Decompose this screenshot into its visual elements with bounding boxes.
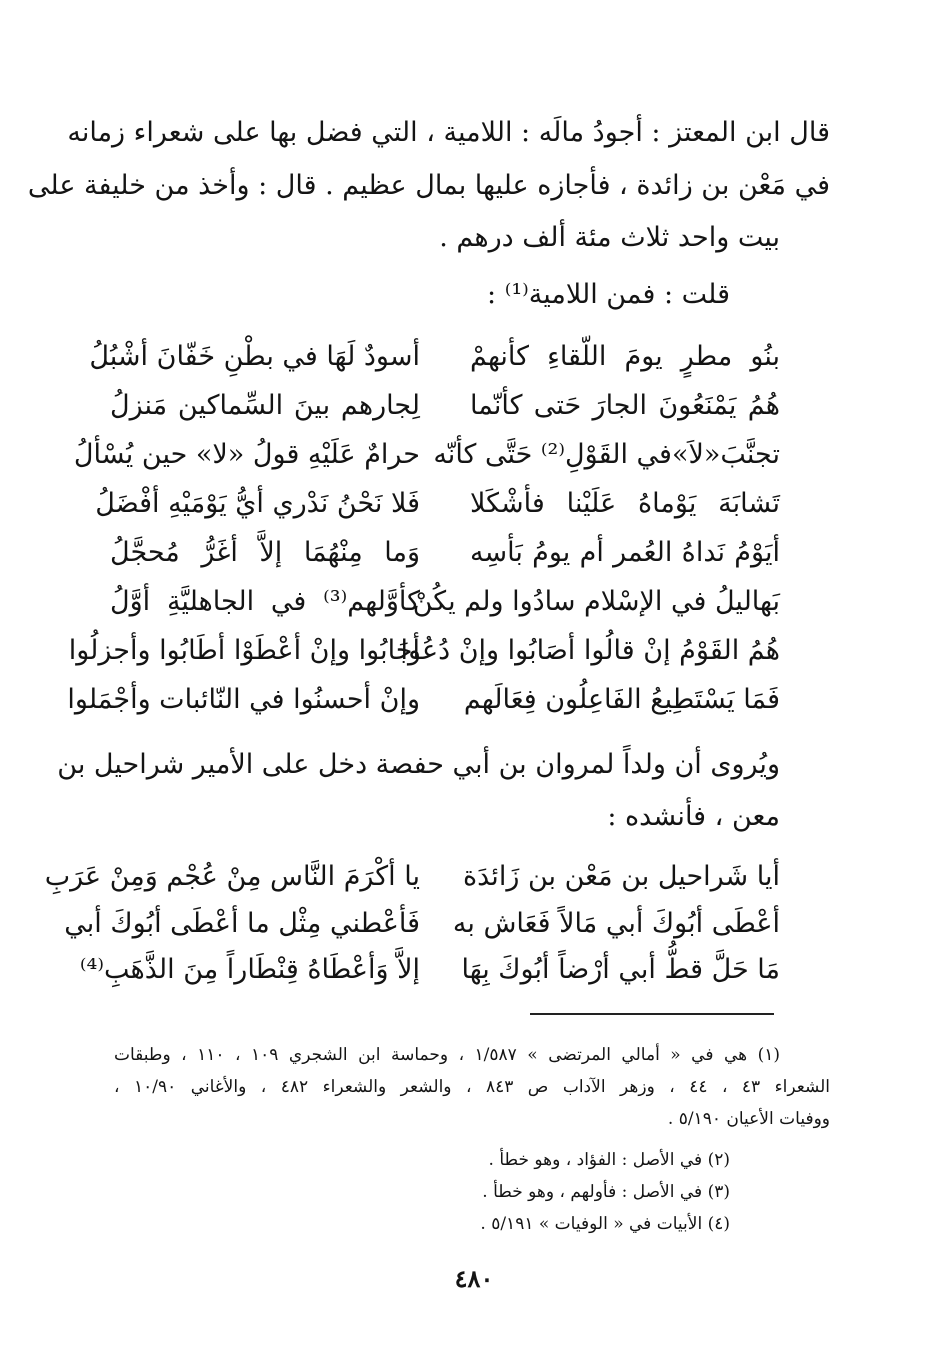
footnote-line: (٣) في الأصل : فأولهم ، وهو خطأ .	[482, 1182, 730, 1202]
verse-hemistich-first: تَشابَهَ يَوْماهُ عَلَيْنا فأشْكَلا	[470, 488, 780, 519]
verse-hemistich-second: فَلا نَحْنُ نَدْري أيُّ يَوْمَيْهِ أفْضَلُ	[95, 488, 420, 519]
verse-hemistich-first: أعْطَى أبُوكَ أبي مَالاً فَعَاش به	[452, 908, 780, 939]
verse-hemistich-first: بَهاليلُ في الإسْلام سادُوا ولم يكُنْ	[412, 586, 780, 617]
verse-hemistich-second: فَأعْطني مِثْل ما أعْطَى أبُوكَ أبي	[64, 908, 420, 939]
prose-line: معن ، فأنشده :	[607, 801, 780, 832]
verse-hemistich-second: يا أكْرَمَ النَّاس مِنْ عُجْم وَمِنْ عَرَبِ	[44, 861, 420, 892]
verse-hemistich-first: أيَوْمُ نَداهُ العُمر أم يومُ بَأسِه	[470, 537, 780, 568]
prose-line: بيت واحد ثلاث مئة ألف درهم .	[439, 222, 780, 253]
verse-hemistich-first: تجنَّبَ«لاَ»في القَوْلِ⁽²⁾ حَتَّى كأنّه	[433, 439, 780, 470]
verse-hemistich-first: أيا شَراحيل بن مَعْن بن زَائدَة	[462, 861, 780, 892]
verse-hemistich-second: لِجارهم بينَ السِّماكين مَنزلُ	[110, 390, 420, 421]
prose-line: في مَعْن بن زائدة ، فأجازه عليها بمال عظيم . قال : وأخذ من خليفة على	[27, 170, 830, 201]
footnote-line: (١) هي في « أمالي المرتضى » ١/٥٨٧ ، وحماسة ابن الشجري ١٠٩ ، ١١٠ ، وطبقات	[114, 1045, 780, 1065]
page-number: ٤٨٠	[454, 1264, 494, 1293]
verse-hemistich-second: وَما مِنْهُمَا إلاَّ أغَرُّ مُحجَّلُ	[110, 537, 420, 568]
footnote-line: ووفيات الأعيان ٥/١٩٠ .	[667, 1109, 830, 1129]
prose-line: ويُروى أن ولداً لمروان بن أبي حفصة دخل على الأمير شراحيل بن	[57, 749, 780, 780]
footnote-divider	[530, 1013, 774, 1015]
verse-hemistich-second: حرامٌ عَلَيْهِ قولُ «لا» حين يُسْألُ	[73, 439, 420, 470]
verse-hemistich-first: هُمُ القَوْمُ إنْ قالُوا أصَابُوا وإنْ دُعُوا	[400, 635, 780, 666]
footnote-line: الشعراء ٤٣ ، ٤٤ ، وزهر الآداب ص ٨٤٣ ، والشعر والشعراء ٤٨٢ ، والأغاني ١٠/٩٠ ،	[114, 1077, 831, 1097]
verse-hemistich-second: أسودٌ لَهَا في بطْنِ خَفّانَ أشْبُلُ	[89, 341, 420, 372]
prose-line: قال ابن المعتز : أجودُ مالَه : اللامية ، التي فضل بها على شعراء زمانه	[67, 117, 830, 148]
footnote-line: (٤) الأبيات في « الوفيات » ٥/١٩١ .	[480, 1214, 730, 1234]
verse-hemistich-first: فَمَا يَسْتَطِيعُ الفَاعِلُون فِعَالَهم	[463, 684, 780, 715]
verse-hemistich-second: كأوَّلهم⁽³⁾ في الجاهليَّةِ أوَّلُ	[110, 586, 420, 617]
footnote-line: (٢) في الأصل : الفؤاد ، وهو خطأ .	[488, 1150, 730, 1170]
verse-hemistich-first: بنُو مطرٍ يومَ اللّقاءِ كأنهمْ	[470, 341, 780, 372]
verse-hemistich-second: وإنْ أحسنُوا في النّائبات وأجْمَلوا	[67, 684, 420, 715]
verse-hemistich-first: مَا حَلَّ قطُّ أبي أرْضاً أبُوكَ بِهَا	[461, 954, 780, 985]
verse-hemistich-second: إلاَّ وَأعْطَاهُ قِنْطَاراً مِنَ الذَّهَبِ⁽⁴⁾	[79, 954, 420, 985]
verse-hemistich-second: أجَابُوا وإنْ أعْطَوْا أطَابُوا وأجزلُوا	[68, 635, 420, 666]
lamiya-intro: قلت : فمن اللامية⁽¹⁾ :	[487, 279, 730, 310]
verse-hemistich-first: هُمُ يَمْنَعُونَ الجارَ حَتى كأنّما	[470, 390, 780, 421]
